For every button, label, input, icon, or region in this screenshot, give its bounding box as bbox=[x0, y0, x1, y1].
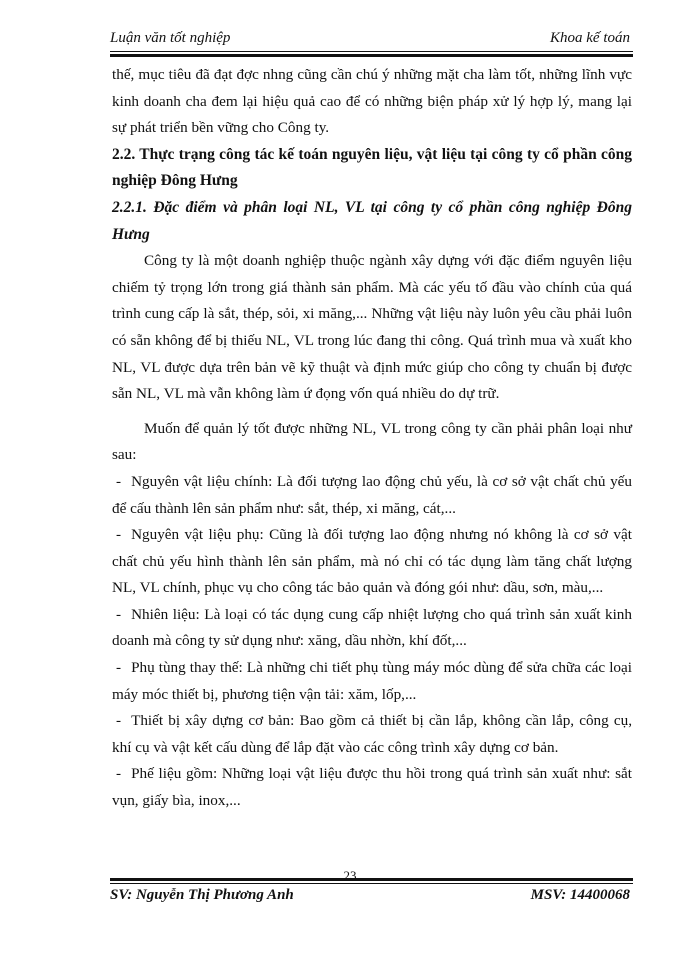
list-item: - Nguyên vật liệu chính: Là đối tượng lao động chủ yếu, là cơ sở vật chất chủ yếu để cấu thành lên sản phẩm như: sắt, thép, xi măng, cát,... bbox=[112, 472, 632, 517]
intro-paragraph: thế, mục tiêu đã đạt đợc nhng cũng cần chú ý những mặt cha làm tốt, những lĩnh vực kinh doanh cha đem lại hiệu quả cao để có những biện pháp xử lý hợp lý, mang lại sự phát triển bền vững cho Công ty. bbox=[112, 66, 632, 137]
header-department: Khoa kế toán bbox=[550, 30, 630, 46]
classification-list bbox=[112, 469, 632, 815]
paragraph-classification-intro: Muốn để quản lý tốt được những NL, VL trong công ty cần phải phân loại như sau: bbox=[112, 419, 632, 464]
header-rule-thin bbox=[110, 51, 633, 52]
list-item: - Phụ tùng thay thế: Là những chi tiết phụ tùng máy móc dùng để sửa chữa các loại máy móc thiết bị, phương tiện vận tải: xăm, lốp,... bbox=[112, 659, 632, 703]
list-item: - Phế liệu gồm: Những loại vật liệu được thu hồi trong quá trình sản xuất như: sắt vụn, giấy bìa, inox,... bbox=[112, 765, 632, 810]
header-rule-thick bbox=[110, 54, 633, 57]
page-footer bbox=[110, 885, 630, 909]
footer-student-name: SV: Nguyễn Thị Phương Anh bbox=[110, 887, 294, 903]
list-item: - Thiết bị xây dựng cơ bản: Bao gồm cả thiết bị cần lắp, không cần lắp, công cụ, khí cụ và vật kết cấu dùng để lắp đặt vào các công trình xây dựng cơ bản. bbox=[112, 712, 632, 756]
section-heading: 2.2. Thực trạng công tác kế toán nguyên liệu, vật liệu tại công ty cổ phần công nghiệp Đông Hưng bbox=[112, 145, 632, 190]
document-body bbox=[112, 62, 632, 815]
footer-student-id: MSV: 14400068 bbox=[530, 887, 630, 903]
paragraph-company-overview: Công ty là một doanh nghiệp thuộc ngành xây dựng với đặc điểm nguyên liệu chiếm tỷ trọng lớn trong giá thành sản phẩm. Mà các yếu tố đầu vào chính của quá trình cung cấp là sắt, thép, sỏi, xi măng,... Những vật liệu này luôn yêu cầu phải luôn có sẵn không để bị thiếu NL, VL trong lúc đang thi công. Quá trình mua và xuất kho NL, VL được dựa trên bản vẽ kỹ thuật và định mức giúp cho công ty chuẩn bị được sẵn NL, VL mà vẫn không làm ứ đọng vốn quá nhiều do dự trữ. bbox=[112, 252, 632, 403]
page-number: 23 bbox=[343, 868, 357, 883]
list-item: - Nguyên vật liệu phụ: Cũng là đối tượng lao động nhưng nó không là cơ sở vật chất chủ yếu hình thành lên sản phẩm, mà nó chỉ có tác dụng làm tăng chất lượng NL, VL chính, phục vụ cho công tác bảo quản và đóng gói như: dầu, sơn, màu,... bbox=[112, 526, 632, 597]
header-thesis-title: Luận văn tốt nghiệp bbox=[110, 30, 231, 46]
page-header bbox=[110, 28, 630, 50]
list-item: - Nhiên liệu: Là loại có tác dụng cung cấp nhiệt lượng cho quá trình sản xuất kinh doanh mà công ty sử dụng như: xăng, dầu nhờn, khí đốt,... bbox=[112, 605, 632, 650]
subsection-heading: 2.2.1. Đặc điểm và phân loại NL, VL tại công ty cổ phần công nghiệp Đông Hưng bbox=[112, 198, 632, 243]
